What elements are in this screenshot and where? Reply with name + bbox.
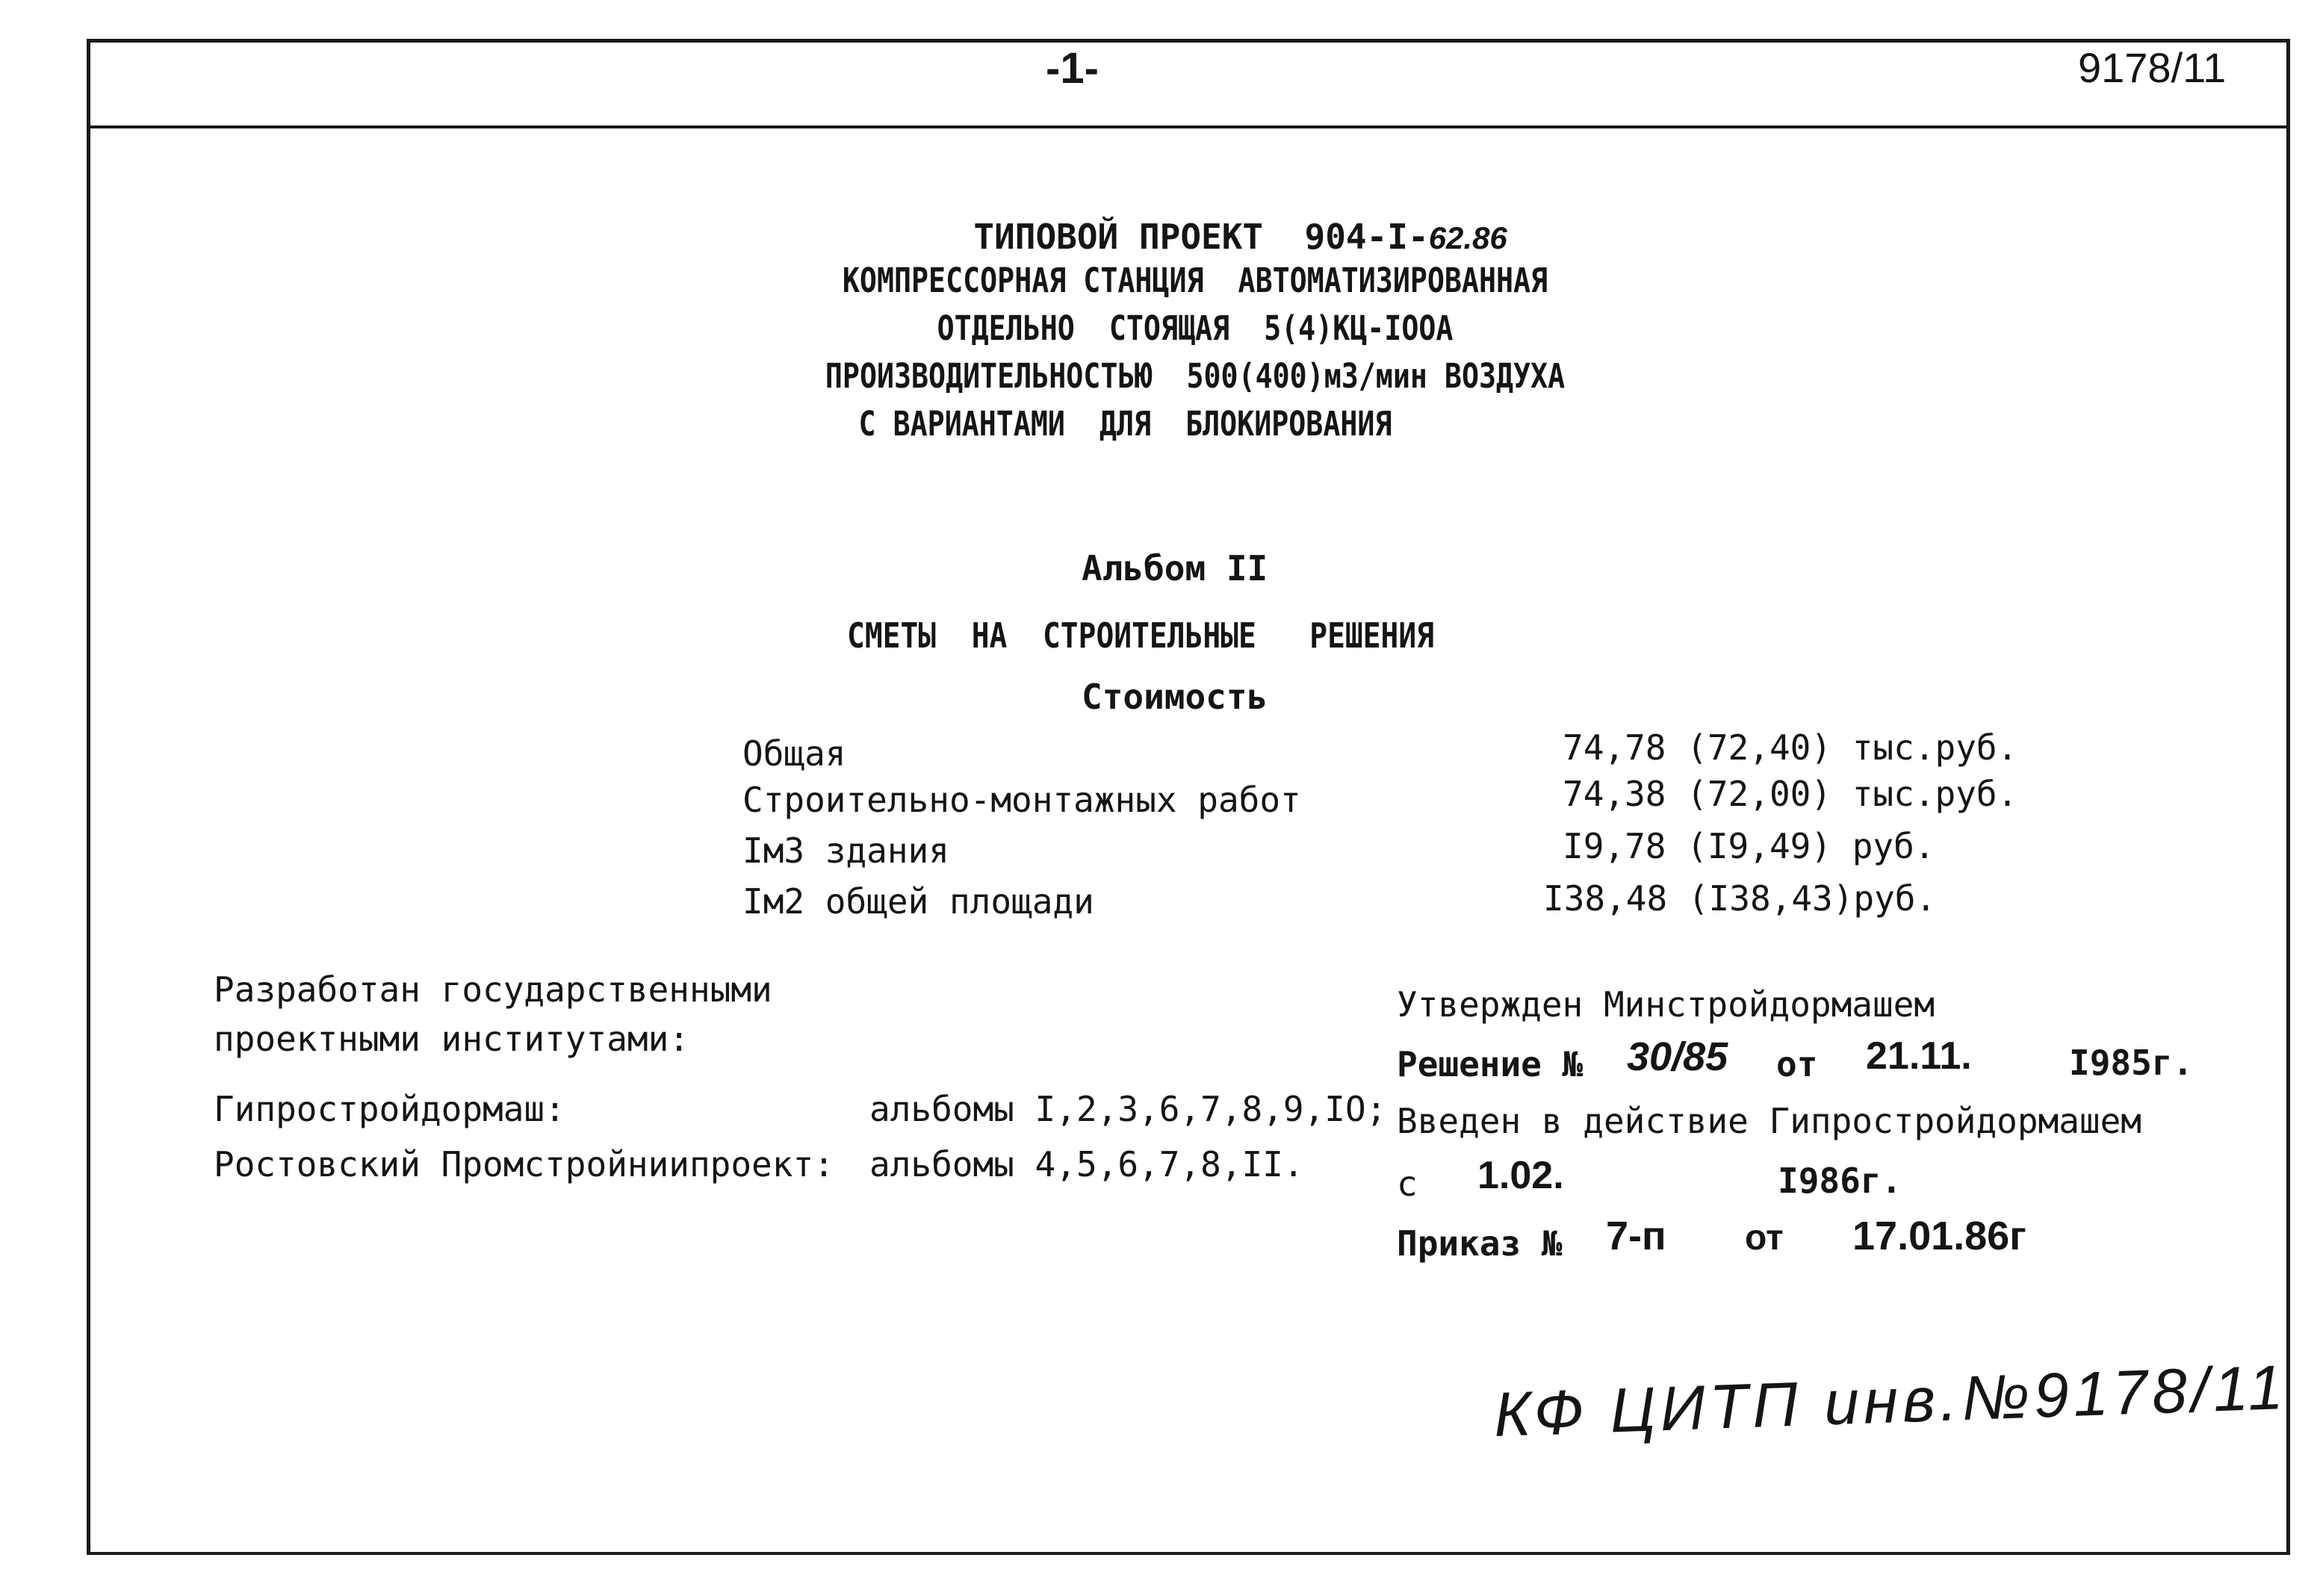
cost-value: 74,78 (72,40) тыс.руб.: [1563, 727, 2018, 768]
project-number: [932, 176, 1507, 257]
project-number-handwritten: 62.86: [1428, 220, 1507, 255]
title-line: С ВАРИАНТАМИ ДЛЯ БЛОКИРОВАНИЯ: [858, 404, 1392, 444]
title-line: ПРОИЗВОДИТЕЛЬНОСТЬЮ 500(400)м3/мин ВОЗДУХА: [825, 356, 1566, 396]
institute-albums: альбомы I,2,3,6,7,8,9,IO;: [869, 1089, 1387, 1129]
institute-name: Гипростройдормаш:: [214, 1089, 565, 1129]
cost-label: Общая: [742, 733, 846, 774]
decision-from: от: [1776, 1044, 1818, 1084]
decision-year: I985г.: [2069, 1043, 2194, 1083]
sheet-code: 9178/11: [2078, 44, 2227, 91]
cost-label: Iм3 здания: [742, 830, 949, 871]
effective-by: Введен в действие Гипростройдормашем: [1397, 1101, 2141, 1141]
title-line: КОМПРЕССОРНАЯ СТАНЦИЯ АВТОМАТИЗИРОВАННАЯ: [842, 261, 1548, 300]
developers-heading: проектными институтами:: [214, 1019, 689, 1059]
order-number: 7-п: [1606, 1214, 1666, 1258]
effective-date: 1.02.: [1477, 1154, 1564, 1197]
decision-date: 21.11.: [1866, 1034, 1972, 1078]
page-number: -1-: [1046, 44, 1099, 93]
project-label: ТИПОВОЙ ПРОЕКТ: [973, 217, 1264, 257]
cost-value: I9,78 (I9,49) руб.: [1563, 826, 1935, 866]
institute-name: Ростовский Промстройниипроект:: [214, 1144, 834, 1184]
order-date: 17.01.86г: [1852, 1214, 2026, 1258]
cost-label: Строительно-монтажных работ: [742, 780, 1301, 820]
decision-number: 30/85: [1627, 1034, 1728, 1079]
title-line: ОТДЕЛЬНО СТОЯЩАЯ 5(4)КЦ-IOOA: [937, 308, 1454, 348]
album-subtitle: СМЕТЫ НА СТРОИТЕЛЬНЫЕ РЕШЕНИЯ: [847, 615, 1434, 656]
header-divider: [88, 125, 2289, 128]
decision-label: Решение №: [1397, 1044, 1584, 1084]
institute-albums: альбомы 4,5,6,7,8,II.: [869, 1144, 1304, 1184]
order-label: Приказ №: [1397, 1223, 1563, 1264]
developers-heading: Разработан государственными: [214, 969, 772, 1010]
cost-value: I38,48 (I38,43)руб.: [1543, 878, 1937, 919]
cost-heading: Стоимость: [1082, 677, 1268, 717]
order-from: от: [1745, 1218, 1784, 1258]
effective-year: I986г.: [1778, 1161, 1902, 1201]
effective-from-prefix: с: [1397, 1164, 1418, 1204]
project-title: [465, 257, 1926, 448]
album-title: Альбом II: [1082, 548, 1268, 589]
cost-label: Iм2 общей площади: [742, 881, 1094, 922]
inventory-stamp: КФ ЦИТП инв.№9178/11: [1492, 1351, 2289, 1450]
approved-by: Утвержден Минстройдормашем: [1397, 984, 1935, 1025]
project-number-typed: 904-I-: [1304, 217, 1429, 257]
cost-value: 74,38 (72,00) тыс.руб.: [1563, 774, 2018, 814]
